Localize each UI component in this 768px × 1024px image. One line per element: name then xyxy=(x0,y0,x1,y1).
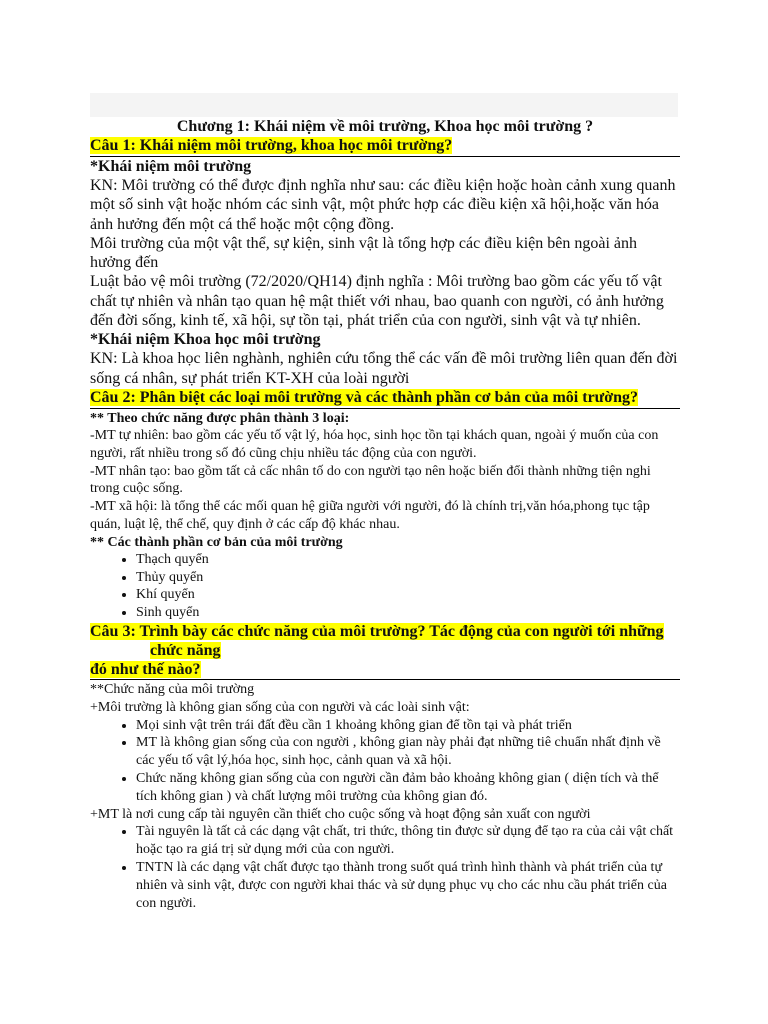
question-2-heading xyxy=(90,388,680,409)
q1-paragraph-3: Luật bảo vệ môi trường (72/2020/QH14) định nghĩa : Môi trường bao gồm các yếu tố vật chất tự nhiên và nhân tạo quan hệ mật thiết với nhau, bao quanh con người, có ảnh hưởng đến đời sống, kinh tế, xã hội, sự tồn tại, phát triển của con người, sinh vật và tự nhiên. xyxy=(90,273,664,330)
q2-components-list xyxy=(90,551,680,622)
document-header-bar xyxy=(90,93,678,117)
q3-paragraph-living-space: +Môi trường là không gian sống của con người và các loài sinh vật: xyxy=(90,699,470,715)
q2-subheading-components: ** Các thành phần cơ bản của môi trường xyxy=(90,534,343,550)
chapter-title: Chương 1: Khái niệm về môi trường, Khoa học môi trường ? xyxy=(176,118,594,135)
question-3-line-2: chức năng xyxy=(150,641,221,659)
question-1-text: Câu 1: Khái niệm môi trường, khoa học môi trường? xyxy=(90,137,453,154)
list-item: • Chức năng không gian sống của con người cần đảm bảo khoảng không gian ( diện tích và thể tích không gian ) và chất lượng môi trường của không gian đó. xyxy=(136,770,680,806)
document-page xyxy=(90,117,680,912)
q2-subheading-types: ** Theo chức năng được phân thành 3 loại: xyxy=(90,410,350,426)
question-3-heading xyxy=(90,622,680,680)
question-2-text: Câu 2: Phân biệt các loại môi trường và các thành phần cơ bản của môi trường? xyxy=(90,388,639,406)
question-3-line-3: đó như thế nào? xyxy=(90,660,201,678)
q3-paragraph-functions: **Chức năng của môi trường xyxy=(90,681,255,697)
q1-paragraph-2: Môi trường của một vật thể, sự kiện, sinh vật là tổng hợp các điều kiện bên ngoài ảnh hưởng đến xyxy=(90,234,638,272)
question-3-line-1: Câu 3: Trình bày các chức năng của môi trường? Tác động của con người tới những xyxy=(90,622,664,640)
list-item: • MT là không gian sống của con người , không gian này phải đạt những tiê chuẩn nhất định về các yếu tố vật lý,hóa học, sinh học, cảnh quan và xã hội. xyxy=(136,734,680,770)
q3-resources-list xyxy=(90,823,680,912)
list-item: • Khí quyển xyxy=(136,586,680,604)
list-item: • Thủy quyển xyxy=(136,569,680,587)
q3-paragraph-resources: +MT là nơi cung cấp tài nguyên cần thiết cho cuộc sống và hoạt động sản xuất con người xyxy=(90,806,591,822)
list-item: • Tài nguyên là tất cả các dạng vật chất, tri thức, thông tin được sử dụng để tạo ra của cải vật chất hoặc tạo ra giá trị sử dụng mới của con người. xyxy=(136,823,680,859)
list-item: • Thạch quyển xyxy=(136,551,680,569)
q3-living-space-list xyxy=(90,717,680,806)
q2-paragraph-artificial: -MT nhân tạo: bao gồm tất cả cấc nhân tố do con người tạo nên hoặc biến đổi thành những tiện nghi trong cuộc sống. xyxy=(90,463,651,497)
list-item: • TNTN là các dạng vật chất được tạo thành trong suốt quá trình hình thành và phát triển của tự nhiên và sinh vật, được con người khai thác và sử dụng phục vụ cho các nhu cầu phát triển của con người. xyxy=(136,859,680,912)
q2-paragraph-natural: -MT tự nhiên: bao gồm các yếu tố vật lý, hóa học, sinh học tồn tại khách quan, ngoài ý muốn của con người, rất nhiều trong số đó cũng chịu nhiều tác động của con người. xyxy=(90,427,659,461)
list-item: • Sinh quyển xyxy=(136,604,680,622)
q1-paragraph-4: KN: Là khoa học liên nghành, nghiên cứu tổng thể các vấn đề môi trường liên quan đến đời sống cá nhân, sự phát triển KT-XH của loài người xyxy=(90,350,678,387)
q1-paragraph-1: KN: Môi trường có thể được định nghĩa như sau: các điều kiện hoặc hoàn cảnh xung quanh một số sinh vật hoặc nhóm các sinh vật, một phức hợp các điều kiện xã hội,hoặc văn hóa ảnh hưởng đến một cá thể hoặc một cộng đồng. xyxy=(90,177,676,233)
question-1-heading xyxy=(90,136,680,157)
list-item: • Mọi sinh vật trên trái đất đều cần 1 khoảng không gian để tồn tại và phát triển xyxy=(136,717,680,735)
q1-subheading-environment: *Khái niệm môi trường xyxy=(90,158,252,175)
q1-subheading-science: *Khái niệm Khoa học môi trường xyxy=(90,331,321,349)
q2-paragraph-social: -MT xã hội: là tổng thể các mối quan hệ giữa người với người, đó là chính trị,văn hóa,phong tục tập quán, luật lệ, thể chế, quy định ở các cấp độ khác nhau. xyxy=(90,499,650,532)
